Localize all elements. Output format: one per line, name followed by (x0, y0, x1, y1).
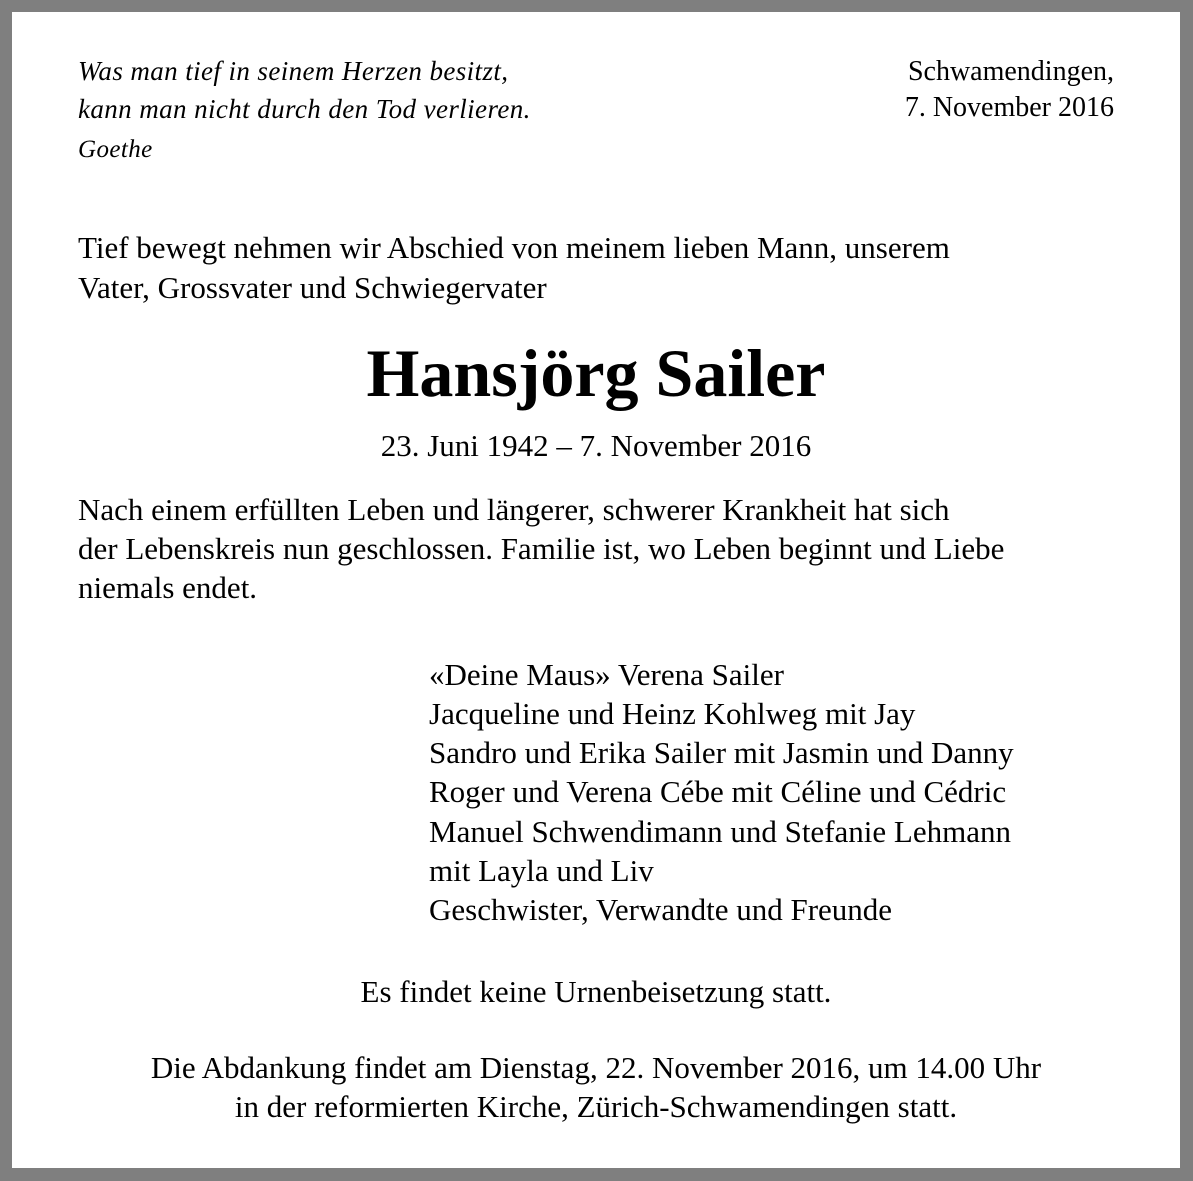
obituary-page (12, 12, 1180, 1168)
family-line: Sandro und Erika Sailer mit Jasmin und Danny (429, 735, 1014, 770)
family-line: «Deine Maus» Verena Sailer (429, 657, 784, 692)
quote-author: Goethe (78, 136, 153, 163)
message-line: Nach einem erfüllten Leben und längerer, schwerer Krankheit hat sich (78, 492, 950, 527)
family-line: mit Layla und Liv (429, 853, 654, 888)
family-line: Geschwister, Verwandte und Freunde (429, 892, 893, 927)
date: 7. November 2016 (904, 92, 1114, 123)
life-dates: 23. Juni 1942 – 7. November 2016 (380, 428, 812, 463)
family-line: Jacqueline und Heinz Kohlweg mit Jay (429, 696, 916, 731)
family-line: Roger und Verena Cébe mit Céline und Cédric (429, 774, 1007, 809)
deceased-name: Hansjörg Sailer (366, 335, 826, 411)
message-line: niemals endet. (78, 570, 258, 605)
family-line: Manuel Schwendimann und Stefanie Lehmann (429, 814, 1011, 849)
place: Schwamendingen, (907, 56, 1114, 87)
quote-line: kann man nicht durch den Tod verlieren. (78, 94, 531, 124)
intro-line: Vater, Grossvater und Schwiegervater (78, 270, 547, 305)
quote-line: Was man tief in seinem Herzen besitzt, (78, 56, 509, 86)
urn-notice: Es findet keine Urnenbeisetzung statt. (360, 974, 832, 1009)
intro-line: Tief bewegt nehmen wir Abschied von meinem lieben Mann, unserem (78, 230, 950, 265)
message-line: der Lebenskreis nun geschlossen. Familie ist, wo Leben beginnt und Liebe (78, 531, 1005, 566)
service-notice: in der reformierten Kirche, Zürich-Schwamendingen statt. (234, 1089, 958, 1124)
service-notice: Die Abdankung findet am Dienstag, 22. November 2016, um 14.00 Uhr (150, 1050, 1042, 1085)
